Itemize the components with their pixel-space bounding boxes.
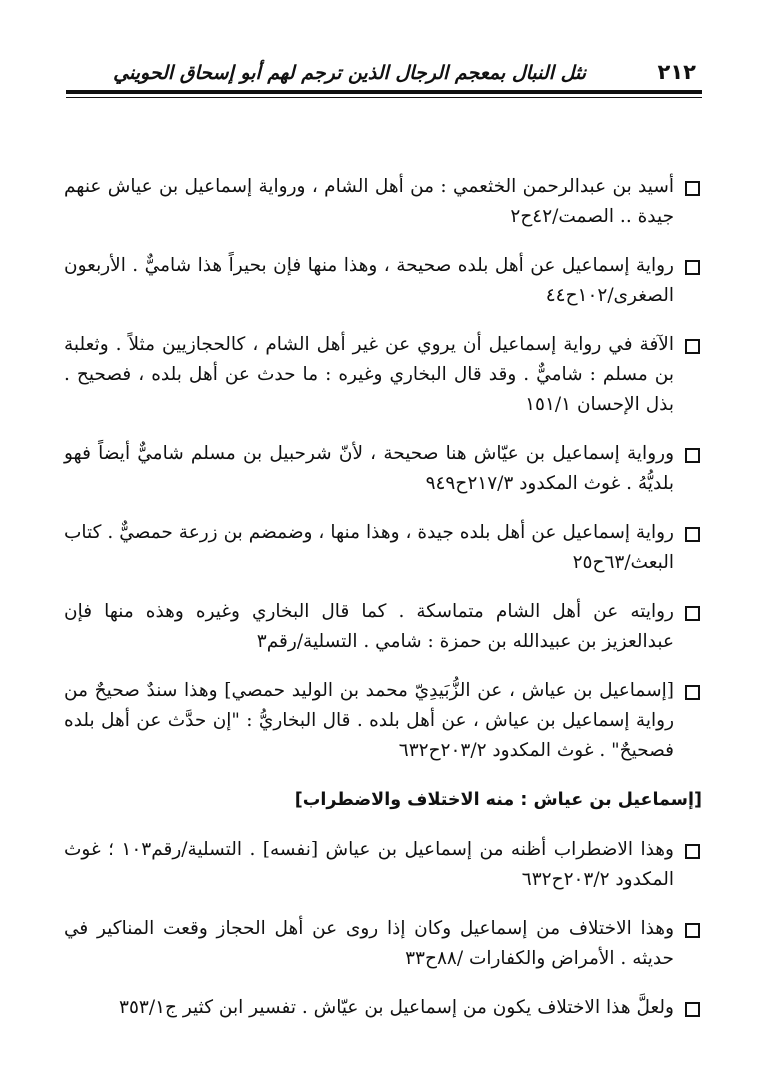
entry-text: ولعلَّ هذا الاختلاف يكون من إسماعيل بن عيّاش . تفسير ابن كثير ج٣٥٣/١ [119, 997, 674, 1018]
checkbox-bullet-icon [685, 606, 700, 621]
entry-text: الآفة في رواية إسماعيل أن يروي عن غير أهل الشام ، كالحجازيين مثلاً . وثعلبة بن مسلم : شاميٌّ . وقد قال البخاري وغيره : ما حدث عن أهل بلده ، فصحيح . بذل الإحسان ١٥١/١ [64, 334, 674, 415]
header-rule-thick [66, 90, 702, 94]
checkbox-bullet-icon [685, 448, 700, 463]
entry-item [64, 676, 704, 766]
entry-item [64, 597, 704, 657]
checkbox-bullet-icon [685, 260, 700, 275]
entry-item [64, 251, 704, 311]
entry-text: [إسماعيل بن عياش ، عن الزُّبَيدِيّ محمد بن الوليد حمصي] وهذا سندٌ صحيحٌ من رواية إسماعيل بن عياش ، عن أهل بلده . قال البخاريُّ : "إن حدَّث عن أهل بلده فصحيحٌ" . غوث المكدود ٢٠٣/٢ح٦٣٢ [64, 680, 674, 761]
entry-item [64, 518, 704, 578]
section-heading: [إسماعيل بن عياش : منه الاختلاف والاضطراب] [294, 790, 702, 810]
header-rule-thin [66, 97, 702, 98]
entry-item [64, 993, 704, 1023]
entry-text: أسيد بن عبدالرحمن الخثعمي : من أهل الشام ، ورواية إسماعيل بن عياش عنهم جيدة .. الصمت/٤٢ح٢ [64, 176, 674, 227]
checkbox-bullet-icon [685, 685, 700, 700]
checkbox-bullet-icon [685, 1002, 700, 1017]
entry-item [64, 439, 704, 499]
checkbox-bullet-icon [685, 923, 700, 938]
entry-text: ورواية إسماعيل بن عيّاش هنا صحيحة ، لأنّ شرحبيل بن مسلم شاميٌّ أيضاً فهو بلديُّهُ . غوث المكدود ٢١٧/٣ح٩٤٩ [64, 443, 674, 494]
entry-text: وهذا الاختلاف من إسماعيل وكان إذا روى عن أهل الحجاز وقعت المناكير في حديثه . الأمراض والكفارات /٨٨ح٣٣ [64, 918, 674, 969]
entry-text: رواية إسماعيل عن أهل بلده صحيحة ، وهذا منها فإن بحيراً هذا شاميٌّ . الأربعون الصغرى/١٠٢ح٤٤ [64, 255, 674, 306]
page-number: ٢١٢ [657, 60, 696, 84]
entry-text: روايته عن أهل الشام متماسكة . كما قال البخاري وغيره وهذه منها فإن عبدالعزيز بن عبيدالله بن حمزة : شامي . التسلية/رقم٣ [64, 601, 674, 652]
entry-text: رواية إسماعيل عن أهل بلده جيدة ، وهذا منها ، وضمضم بن زرعة حمصيٌّ . كتاب البعث/٦٣ح٢٥ [64, 522, 674, 573]
entry-item [64, 835, 704, 895]
entry-item [64, 914, 704, 974]
checkbox-bullet-icon [685, 181, 700, 196]
entry-item [64, 330, 704, 420]
book-title: نثل النبال بمعجم الرجال الذين ترجم لهم أبو إسحاق الحويني [113, 62, 586, 84]
checkbox-bullet-icon [685, 844, 700, 859]
checkbox-bullet-icon [685, 339, 700, 354]
checkbox-bullet-icon [685, 527, 700, 542]
page-header [64, 50, 704, 86]
entry-text: وهذا الاضطراب أظنه من إسماعيل بن عياش [نفسه] . التسلية/رقم١٠٣ ؛ غوث المكدود ٢٠٣/٢ح٦٣٢ [64, 839, 674, 890]
entry-item [64, 172, 704, 232]
page-content [64, 172, 704, 1042]
